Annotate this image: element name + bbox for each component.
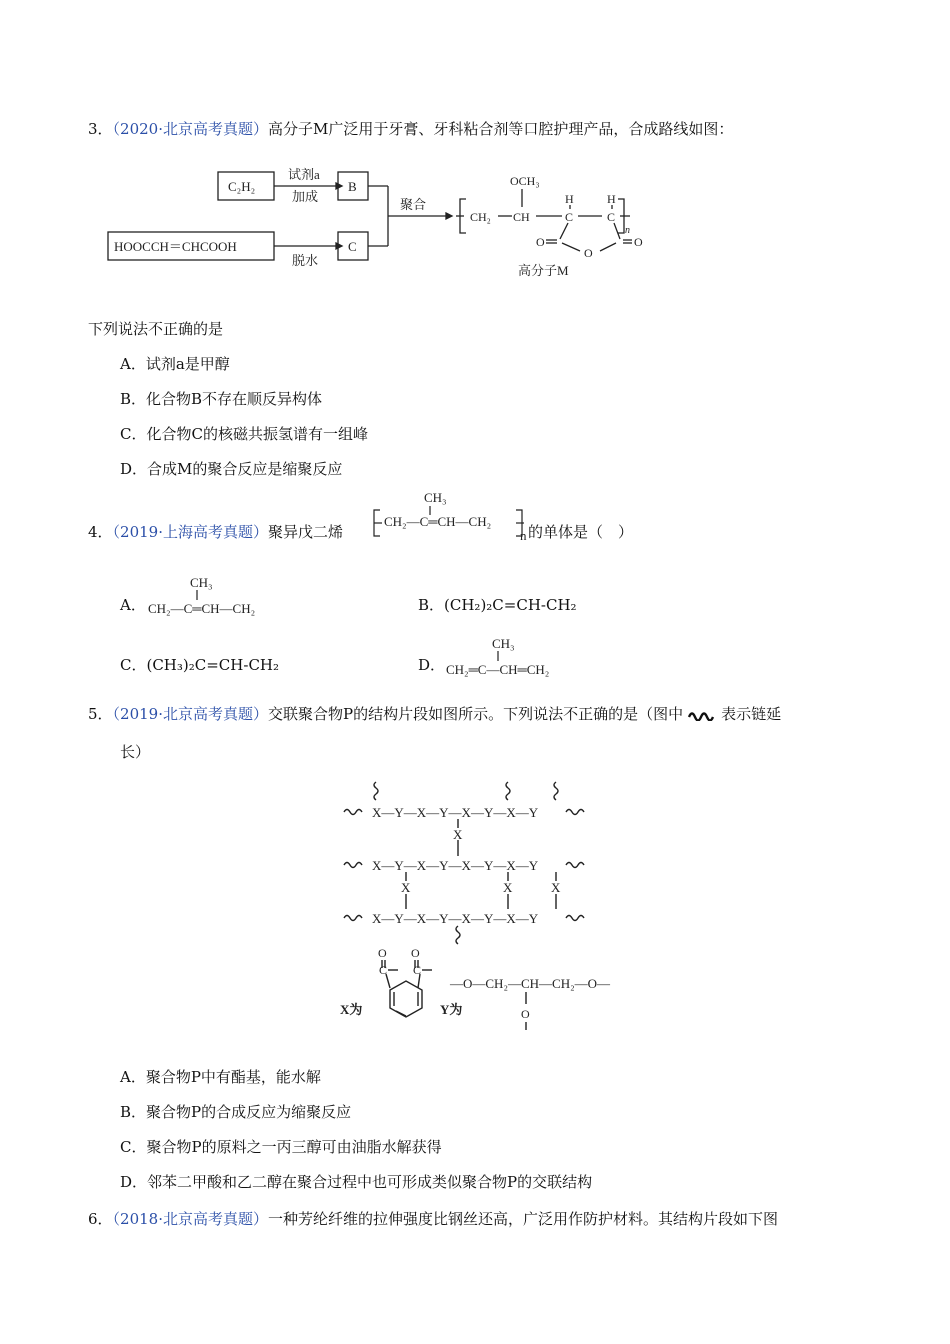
q5-stem: 交联聚合物P的结构片段如图所示。下列说法不正确的是（图中 — [268, 705, 684, 723]
och3-label: OCH₃ — [510, 174, 540, 188]
q3-synthesis-diagram — [100, 155, 660, 285]
q4-option-a-label: A． — [120, 596, 146, 614]
q4-source: （2019·上海高考真题） — [112, 523, 268, 541]
reagent-a-label: 试剂a — [288, 167, 320, 182]
q5-source: （2019·北京高考真题） — [112, 705, 268, 723]
q4-d-ch3: CH₃ — [492, 636, 515, 651]
q6-stem-line — [88, 1208, 778, 1229]
polymer-m-caption: 高分子M — [518, 263, 569, 278]
q5-option-a[interactable]: A．聚合物P中有酯基，能水解 — [120, 1068, 321, 1086]
q4-option-d-label: D． — [418, 656, 446, 674]
q5-option-c[interactable]: C．聚合物P的原料之一丙三醇可由油脂水解获得 — [120, 1138, 442, 1156]
x-o2: O — [411, 946, 420, 960]
q4-option-a[interactable] — [120, 594, 146, 615]
q4-a-ch3: CH₃ — [190, 575, 213, 590]
row2-chain: X—Y—X—Y—X—Y—X—Y — [372, 858, 539, 873]
addition-label: 加成 — [292, 189, 319, 204]
hoocch-label: HOOCCH＝CHCOOH — [114, 239, 237, 254]
link-x2: X — [401, 880, 411, 895]
q4-number: 4． — [88, 523, 113, 541]
q3-stem-line — [88, 118, 733, 139]
c2h2-label: C₂H₂ — [228, 179, 256, 194]
q4-option-d-structure — [442, 633, 592, 681]
o-left-label: O — [536, 235, 545, 249]
y-is-label: Y为 — [440, 1002, 463, 1017]
q3-option-a[interactable]: A．试剂a是甲醇 — [120, 355, 230, 373]
x-c2: C — [413, 963, 422, 977]
b-label: B — [348, 179, 357, 194]
q4-stem-prefix: 聚异戊二烯 — [268, 523, 344, 541]
q6-stem: 一种芳纶纤维的拉伸强度比钢丝还高，广泛用作防护材料。其结构片段如下图 — [268, 1210, 779, 1228]
ch-label: CH — [513, 210, 530, 224]
q5-number: 5． — [88, 705, 113, 723]
o-ring-label: O — [584, 246, 593, 260]
q4-polymer-chain: CH₂—C═CH—CH₂ — [384, 514, 492, 529]
wavy-chain-icon — [687, 709, 717, 721]
q3-option-c[interactable]: C．化合物C的核磁共振氢谱有一组峰 — [120, 425, 368, 443]
q6-number: 6． — [88, 1210, 113, 1228]
ring-c1: C — [565, 210, 574, 224]
q6-source: （2018·北京高考真题） — [112, 1210, 268, 1228]
q3-option-b[interactable]: B．化合物B不存在顺反异构体 — [120, 390, 323, 408]
q4-polymer-structure — [368, 488, 528, 548]
benzene-ring — [382, 960, 432, 1017]
c-label: C — [348, 239, 357, 254]
q5-crosslink-diagram — [338, 778, 628, 1038]
row3-chain: X—Y—X—Y—X—Y—X—Y — [372, 911, 539, 926]
h2-label: H — [607, 192, 616, 206]
ch2-label: CH₂ — [470, 210, 491, 224]
x-o1: O — [378, 946, 387, 960]
q3-stem: 高分子M广泛用于牙膏、牙科粘合剂等口腔护理产品，合成路线如图： — [268, 120, 734, 138]
q4-option-b[interactable]: B．(CH₂)₂C=CH-CH₂ — [418, 596, 577, 614]
y-o: O — [521, 1007, 530, 1021]
y-chain: —O—CH₂—CH—CH₂—O— — [450, 976, 611, 991]
x-c1: C — [379, 963, 388, 977]
q3-option-d[interactable]: D．合成M的聚合反应是缩聚反应 — [120, 460, 343, 478]
q4-option-c[interactable]: C．(CH₃)₂C=CH-CH₂ — [120, 656, 280, 674]
link-x3: X — [503, 880, 513, 895]
q4-a-chain: CH₂—C═CH—CH₂ — [148, 601, 256, 616]
q4-polymer-n: n — [520, 528, 527, 543]
q4-d-chain: CH₂═C—CH═CH₂ — [446, 662, 550, 677]
o-right-label: O — [634, 235, 643, 249]
q5-option-b[interactable]: B．聚合物P的合成反应为缩聚反应 — [120, 1103, 352, 1121]
q5-stem-line2: 长） — [120, 743, 151, 761]
polymerize-label: 聚合 — [400, 197, 427, 212]
ring-c2: C — [607, 210, 616, 224]
q3-number: 3． — [88, 120, 113, 138]
dehydrate-label: 脱水 — [292, 253, 319, 268]
q4-option-a-structure — [144, 572, 294, 620]
row1-chain: X—Y—X—Y—X—Y—X—Y — [372, 805, 539, 820]
n-subscript: n — [625, 225, 630, 236]
q4-stem-suffix: 的单体是（ ） — [528, 523, 634, 541]
q5-option-d[interactable]: D．邻苯二甲酸和乙二醇在聚合过程中也可形成类似聚合物P的交联结构 — [120, 1173, 593, 1191]
q5-stem-line — [88, 703, 781, 724]
x-is-label: X为 — [340, 1002, 363, 1017]
link-x1: X — [453, 827, 463, 842]
q5-stem-tail: 表示链延 — [721, 705, 782, 723]
q4-ch3: CH₃ — [424, 490, 447, 505]
h1-label: H — [565, 192, 574, 206]
link-x4: X — [551, 880, 561, 895]
q4-stem-line — [88, 521, 343, 542]
q3-source: （2020·北京高考真题） — [112, 120, 268, 138]
q3-question: 下列说法不正确的是 — [88, 320, 224, 338]
q4-option-d[interactable] — [418, 654, 445, 675]
